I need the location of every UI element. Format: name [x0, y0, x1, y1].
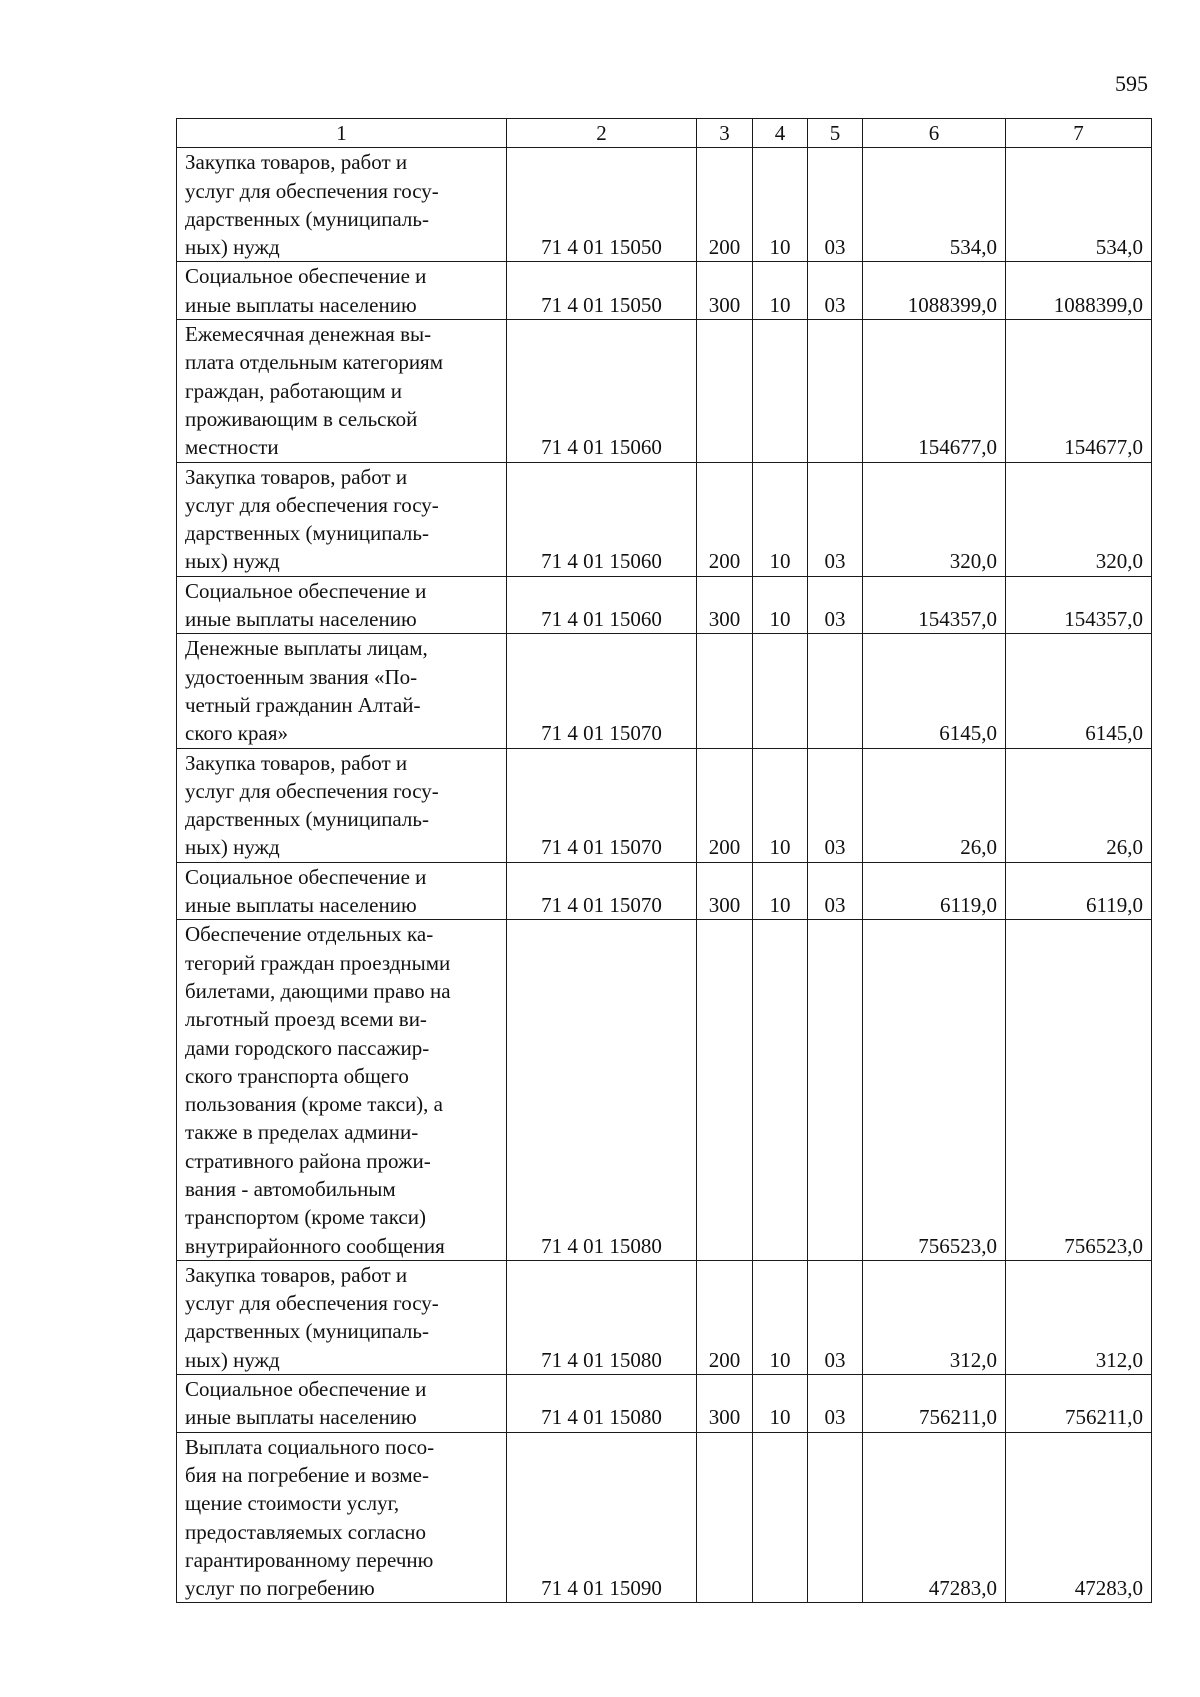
row-rz-cell	[753, 1432, 808, 1603]
table-row	[177, 920, 1152, 1261]
row-name-text: Социальное обеспечение и иные выплаты населению	[185, 1377, 427, 1430]
header-cell: 1	[177, 119, 507, 148]
row-code-cell: 71 4 01 15070	[507, 862, 697, 920]
row-sum2-cell: 26,0	[1006, 748, 1152, 862]
row-rz-cell: 10	[753, 1260, 808, 1374]
row-vr-cell	[697, 920, 753, 1261]
table-row	[177, 862, 1152, 920]
row-sum1-cell: 154677,0	[863, 320, 1006, 462]
row-vr-cell	[697, 634, 753, 748]
table-row	[177, 634, 1152, 748]
row-pr-cell: 03	[808, 1375, 863, 1433]
row-rz-cell: 10	[753, 462, 808, 576]
row-rz-cell	[753, 634, 808, 748]
table-row	[177, 262, 1152, 320]
row-sum1-cell: 756211,0	[863, 1375, 1006, 1433]
row-sum2-cell: 6119,0	[1006, 862, 1152, 920]
row-rz-cell	[753, 920, 808, 1261]
row-name-text: Социальное обеспечение и иные выплаты населению	[185, 264, 427, 317]
table-row	[177, 320, 1152, 462]
row-vr-cell: 200	[697, 148, 753, 262]
row-name-cell	[177, 576, 507, 634]
row-pr-cell	[808, 1432, 863, 1603]
table-row	[177, 462, 1152, 576]
row-sum1-cell: 320,0	[863, 462, 1006, 576]
row-name-text: Закупка товаров, работ и услуг для обеспечения госу- дарственных (муниципаль- ных) нужд	[185, 464, 439, 574]
row-pr-cell	[808, 920, 863, 1261]
row-name-cell	[177, 1432, 507, 1603]
row-sum1-cell: 154357,0	[863, 576, 1006, 634]
row-sum1-cell: 6119,0	[863, 862, 1006, 920]
row-sum1-cell: 534,0	[863, 148, 1006, 262]
row-vr-cell: 200	[697, 462, 753, 576]
row-code-cell: 71 4 01 15090	[507, 1432, 697, 1603]
row-rz-cell: 10	[753, 862, 808, 920]
row-sum1-cell: 1088399,0	[863, 262, 1006, 320]
row-sum2-cell: 320,0	[1006, 462, 1152, 576]
row-vr-cell: 300	[697, 862, 753, 920]
row-name-text: Социальное обеспечение и иные выплаты населению	[185, 864, 427, 918]
header-cell: 5	[808, 119, 863, 148]
row-vr-cell: 300	[697, 1375, 753, 1433]
row-vr-cell	[697, 320, 753, 462]
row-sum2-cell: 1088399,0	[1006, 262, 1152, 320]
row-code-cell: 71 4 01 15060	[507, 320, 697, 462]
row-rz-cell: 10	[753, 262, 808, 320]
table-row	[177, 1260, 1152, 1374]
row-sum2-cell: 6145,0	[1006, 634, 1152, 748]
header-cell: 7	[1006, 119, 1152, 148]
row-name-text: Закупка товаров, работ и услуг для обеспечения госу- дарственных (муниципаль- ных) нужд	[185, 150, 439, 260]
row-name-cell	[177, 320, 507, 462]
row-pr-cell: 03	[808, 862, 863, 920]
budget-table	[176, 118, 1152, 1603]
row-code-cell: 71 4 01 15050	[507, 262, 697, 320]
row-name-text: Закупка товаров, работ и услуг для обеспечения госу- дарственных (муниципаль- ных) нужд	[185, 750, 439, 860]
header-cell: 2	[507, 119, 697, 148]
row-pr-cell: 03	[808, 748, 863, 862]
row-name-text: Социальное обеспечение и иные выплаты населению	[185, 578, 427, 632]
row-name-cell	[177, 920, 507, 1261]
row-code-cell: 71 4 01 15070	[507, 634, 697, 748]
table-row	[177, 148, 1152, 262]
row-name-cell	[177, 148, 507, 262]
row-sum2-cell: 756211,0	[1006, 1375, 1152, 1433]
row-rz-cell: 10	[753, 1375, 808, 1433]
row-pr-cell: 03	[808, 1260, 863, 1374]
row-rz-cell: 10	[753, 576, 808, 634]
row-vr-cell: 200	[697, 1260, 753, 1374]
row-sum1-cell: 756523,0	[863, 920, 1006, 1261]
row-vr-cell	[697, 1432, 753, 1603]
row-sum1-cell: 6145,0	[863, 634, 1006, 748]
row-code-cell: 71 4 01 15050	[507, 148, 697, 262]
table-row	[177, 576, 1152, 634]
row-sum2-cell: 154357,0	[1006, 576, 1152, 634]
row-pr-cell	[808, 634, 863, 748]
row-vr-cell: 300	[697, 576, 753, 634]
row-code-cell: 71 4 01 15080	[507, 1260, 697, 1374]
row-code-cell: 71 4 01 15080	[507, 1375, 697, 1433]
row-pr-cell: 03	[808, 148, 863, 262]
header-cell: 6	[863, 119, 1006, 148]
row-rz-cell	[753, 320, 808, 462]
row-sum2-cell: 47283,0	[1006, 1432, 1152, 1603]
table-row	[177, 1432, 1152, 1603]
row-sum1-cell: 47283,0	[863, 1432, 1006, 1603]
row-name-cell	[177, 262, 507, 320]
row-sum2-cell: 154677,0	[1006, 320, 1152, 462]
row-name-cell	[177, 1375, 507, 1433]
row-pr-cell: 03	[808, 262, 863, 320]
table-row	[177, 1375, 1152, 1433]
row-name-text: Обеспечение отдельных ка- тегорий граждан проездными билетами, дающими право на льготный проезд всеми ви- дами городского пассажир- ского транспорта общего пользования (кроме такси), а также в пределах админи- стративного района прожи- вания - автомобильным транспортом (кроме такси) внутрирайонного сообщения	[185, 922, 451, 1258]
row-name-text: Ежемесячная денежная вы- плата отдельным категориям граждан, работающим и проживающим в сельской местности	[185, 322, 444, 460]
row-vr-cell: 200	[697, 748, 753, 862]
row-code-cell: 71 4 01 15070	[507, 748, 697, 862]
row-name-text: Закупка товаров, работ и услуг для обеспечения госу- дарственных (муниципаль- ных) нужд	[185, 1262, 439, 1372]
table-body	[177, 119, 1152, 1603]
row-sum1-cell: 26,0	[863, 748, 1006, 862]
row-sum2-cell: 534,0	[1006, 148, 1152, 262]
row-code-cell: 71 4 01 15080	[507, 920, 697, 1261]
row-pr-cell	[808, 320, 863, 462]
row-pr-cell: 03	[808, 462, 863, 576]
header-cell: 3	[697, 119, 753, 148]
row-rz-cell: 10	[753, 748, 808, 862]
row-sum2-cell: 312,0	[1006, 1260, 1152, 1374]
row-name-cell	[177, 462, 507, 576]
table-header-row	[177, 119, 1152, 148]
row-sum1-cell: 312,0	[863, 1260, 1006, 1374]
row-name-cell	[177, 1260, 507, 1374]
row-name-text: Выплата социального посо- бия на погребение и возме- щение стоимости услуг, предоставляемых согласно гарантированному перечню услуг по погребению	[185, 1434, 435, 1601]
header-cell: 4	[753, 119, 808, 148]
row-name-cell	[177, 862, 507, 920]
row-name-cell	[177, 634, 507, 748]
row-name-text: Денежные выплаты лицам, удостоенным звания «По- четный гражданин Алтай- ского края»	[185, 636, 428, 746]
row-vr-cell: 300	[697, 262, 753, 320]
row-sum2-cell: 756523,0	[1006, 920, 1152, 1261]
page-number: 595	[1115, 71, 1148, 96]
row-rz-cell: 10	[753, 148, 808, 262]
row-pr-cell: 03	[808, 576, 863, 634]
row-name-cell	[177, 748, 507, 862]
row-code-cell: 71 4 01 15060	[507, 576, 697, 634]
row-code-cell: 71 4 01 15060	[507, 462, 697, 576]
table-row	[177, 748, 1152, 862]
